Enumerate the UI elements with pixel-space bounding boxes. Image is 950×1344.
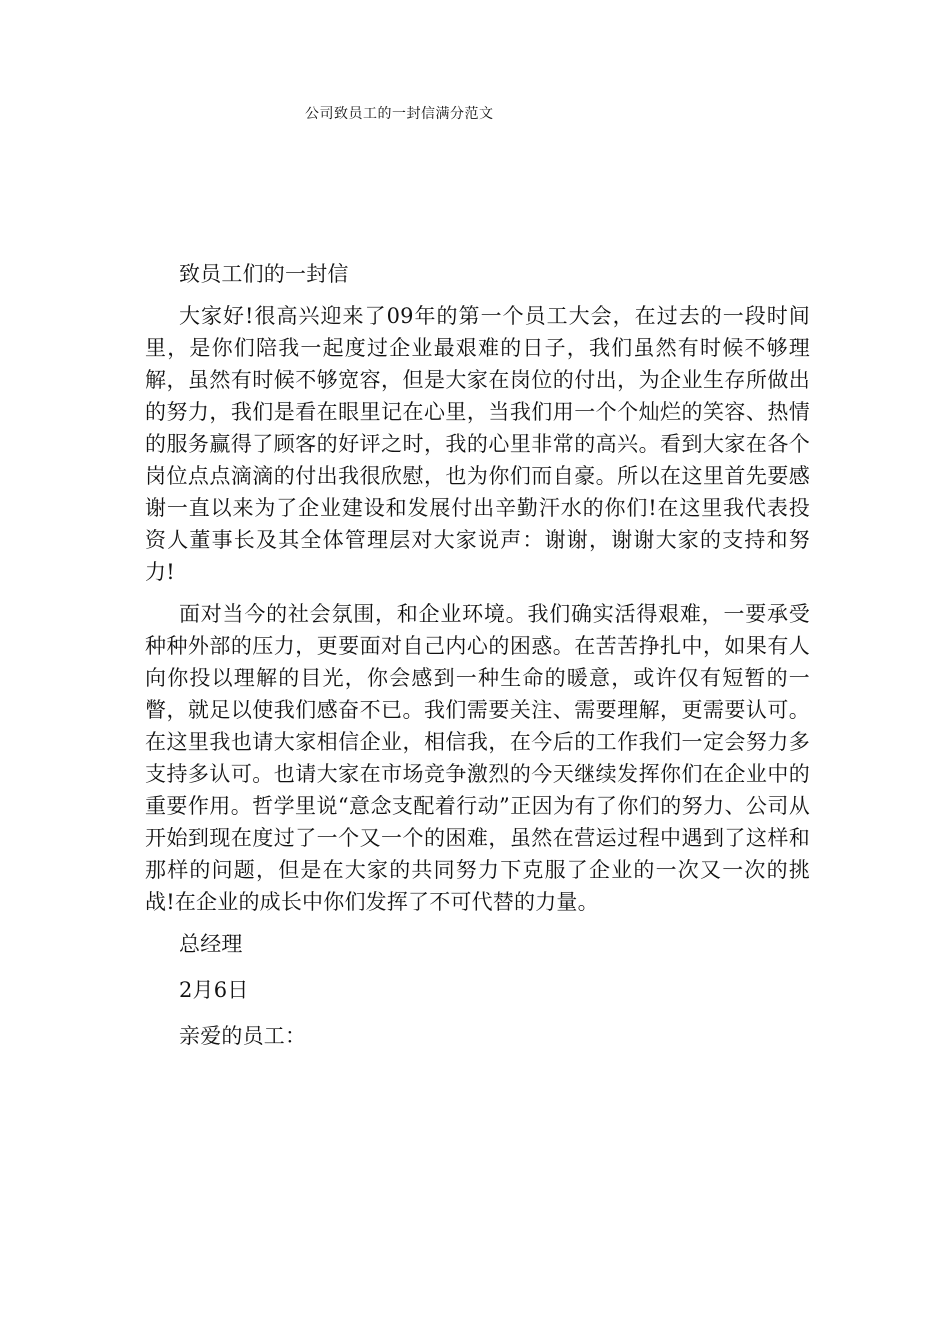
letter-signature: 总经理 — [179, 932, 243, 956]
letter-paragraph-1: 大家好!很高兴迎来了09年的第一个员工大会，在过去的一段时间里，是你们陪我一起度过企业最艰难的日子，我们虽然有时候不够理解，虽然有时候不够宽容，但是大家在岗位的付出，为企业生存所做出的努力，我们是看在眼里记在心里，当我们用一个个灿烂的笑容、热情的服务赢得了顾客的好评之时，我的心里非常的高兴。看到大家在各个岗位点点滴滴的付出我很欣慰，也为你们而自豪。所以在这里首先要感谢一直以来为了企业建设和发展付出辛勤汗水的你们!在这里我代表投资人董事长及其全体管理层对大家说声：谢谢，谢谢大家的支持和努力! — [145, 304, 810, 584]
letter-body — [145, 258, 810, 1066]
document-header-title: 公司致员工的一封信满分范文 — [305, 106, 494, 122]
letter-paragraph-2: 面对当今的社会氛围，和企业环境。我们确实活得艰难，一要承受种种外部的压力，更要面对自己内心的困惑。在苦苦挣扎中，如果有人向你投以理解的目光，你会感到一种生命的暖意，或许仅有短暂的一瞥，就足以使我们感奋不已。我们需要关注、需要理解，更需要认可。在这里我也请大家相信企业，相信我，在今后的工作我们一定会努力多支持多认可。也请大家在市场竞争激烈的今天继续发挥你们在企业中的重要作用。哲学里说“意念支配着行动”正因为有了你们的努力、公司从开始到现在度过了一个又一个的困难，虽然在营运过程中遇到了这样和那样的问题，但是在大家的共同努力下克服了企业的一次又一次的挑战!在企业的成长中你们发挥了不可代替的力量。 — [145, 602, 810, 914]
letter-date: 2月6日 — [179, 978, 249, 1002]
letter-salutation: 亲爱的员工： — [179, 1024, 307, 1048]
letter-title: 致员工们的一封信 — [179, 262, 349, 286]
